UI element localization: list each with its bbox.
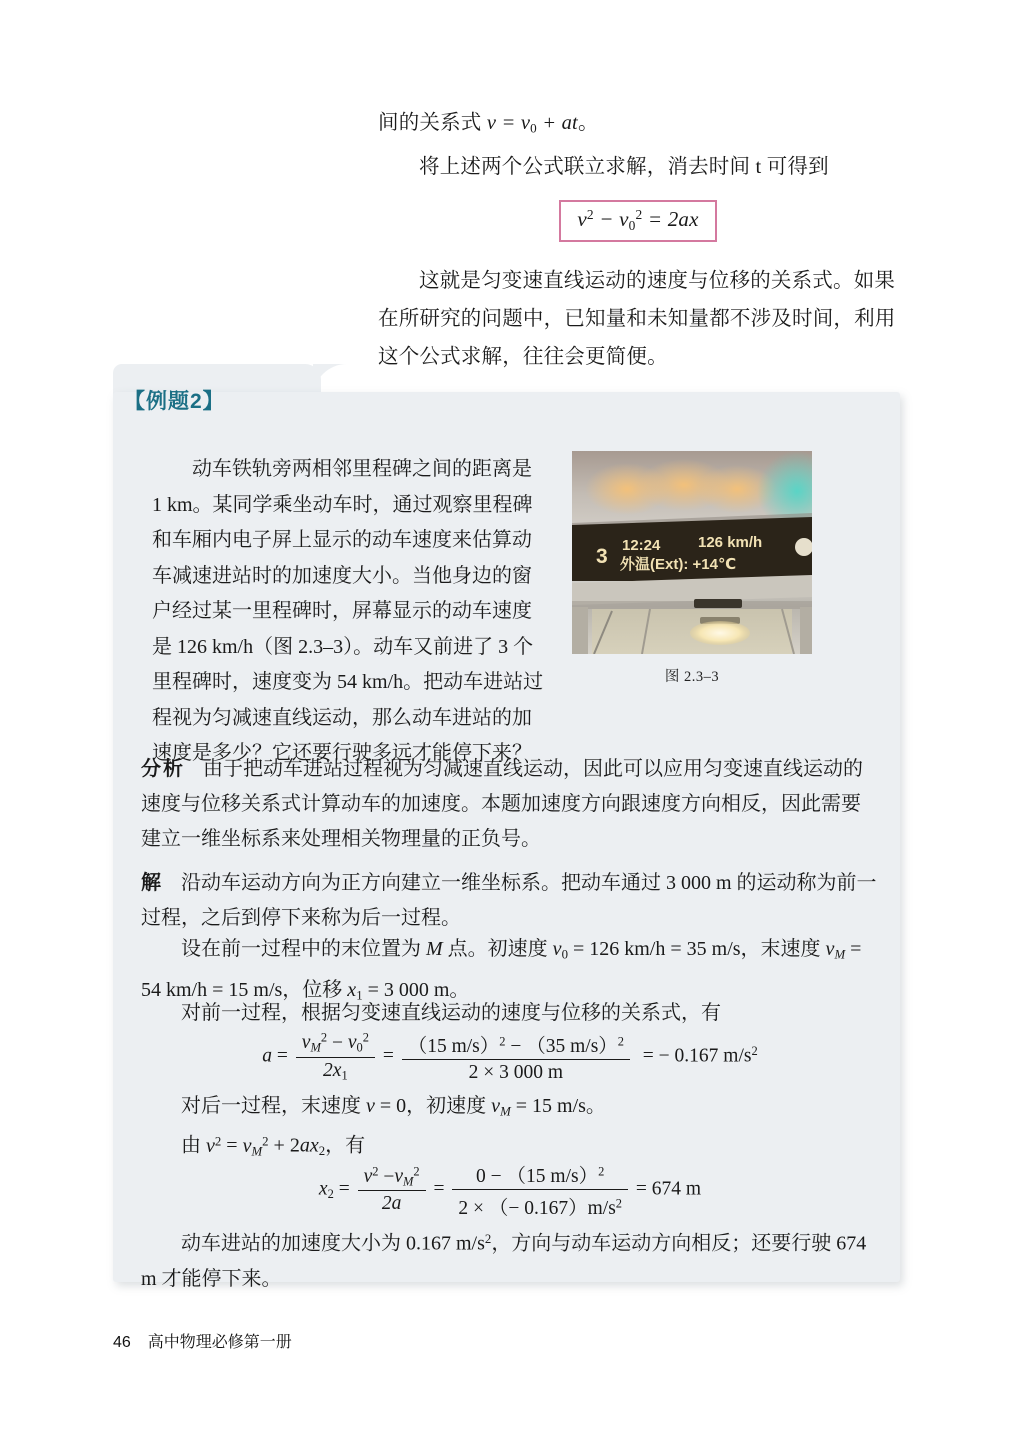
solution-by-lead: 由 $v^2 = v_M^2 + 2ax_2$，有 (181, 1134, 366, 1159)
equation-acceleration: a = $\frac{v_M^2 - v_0^2}{2x_1}$ = $\frac{(15 m/s)^2 - (35 m/s)^2}{2 \times 3 000 m}$ = − 0.167 $m/s^2$ (262, 1030, 758, 1083)
boxed-formula (559, 200, 716, 243)
solution-paragraph (141, 866, 879, 936)
analysis-paragraph (141, 752, 879, 857)
page-number: 46 (113, 1334, 131, 1351)
problem-statement: 动车铁轨旁两相邻里程碑之间的距离是 1 km。某同学乘坐动车时，通过观察里程碑和车厢内电子屏上显示的动车速度来估算动车减速进站时的加速度大小。当他身边的窗户经过某一里程碑时，屏幕显示的动车速度是 126 km/h（图 2.3–3）。动车又前进了 3 个里程碑时，速度变为 54 km/h。把动车进站过程视为匀减速直线运动，那么动车进站的加速度是多少？它还要行驶多远才能停下来？ (152, 458, 544, 764)
fraction-v2-minus-vm2-over-2a: $\frac{v^2 -v_M^2}{2a}$ (358, 1165, 426, 1216)
boxed-formula-wrapper (378, 200, 898, 243)
equation-distance: $x_2$ = $\frac{v^2 -v_M^2}{2a}$ = $\frac{0 - (15 m/s)^2}{2 \times (- 0.167)m/s^2}$ = 674 m (141, 1160, 879, 1220)
inline-equation-rest: = $v_0$ + at (496, 112, 578, 136)
example-title: 【例题2】 (124, 390, 225, 413)
display-temperature: 外温(Ext): +14℃ (620, 556, 737, 573)
solution-lead: 解 (141, 872, 163, 894)
intro-line-1-prefix: 间的关系式 (378, 112, 487, 134)
fraction-numeric-acceleration: $\frac{(15 m/s)^2 - (35 m/s)^2}{2 \times 3 000 m}$ (402, 1030, 630, 1084)
intro-line-1 (378, 104, 898, 148)
book-title: 高中物理必修第一册 (147, 1334, 292, 1351)
intro-line-2: 将上述两个公式联立求解，消去时间 t 可得到 (419, 155, 829, 178)
page-footer (113, 1329, 292, 1352)
intro-paragraph: 这就是匀变速直线运动的速度与位移的关系式。如果在所研究的问题中，已知量和未知量都不涉及时间，利用这个公式求解，往往会更简便。 (378, 270, 896, 369)
display-time: 12:24 (622, 537, 661, 554)
analysis-lead: 分析 (141, 758, 185, 780)
solution-pre-lead (141, 996, 879, 1031)
solution-text: 沿动车运动方向为正方向建立一维坐标系。把动车通过 3 000 m 的运动称为前一过程，之后到停下来称为后一过程。 (141, 872, 877, 929)
train-cabin-display-photo (572, 451, 812, 654)
intro-line-1-suffix: 。 (577, 112, 599, 134)
solution-post-lead: 对后一过程，末速度 v = 0，初速度 $v_M = 15$ m/s。 (181, 1095, 606, 1119)
solution-pre-lead-text: 对前一过程，根据匀变速直线运动的速度与位移的关系式，有 (181, 1002, 721, 1024)
intro-section (378, 104, 898, 376)
analysis-text: 由于把动车进站过程视为匀减速直线运动，因此可以应用匀变速直线运动的速度与位移关系式计算动车的加速度。本题加速度方向跟速度方向相反，因此需要建立一维坐标系来处理相关物理量的正负号。 (141, 758, 863, 850)
display-car-number: 3 (596, 545, 608, 568)
solution-setup: 设在前一过程中的末位置为 M 点。初速度 $v_0 = 126$ km/h = 35 m/s，末速度 $v_M = 54$ km/h = 15 m/s，位移 $x_1 = 3$ 000 m。 (141, 938, 862, 1003)
solution-conclusion: 动车进站的加速度大小为 0.167 $m/s^2$，方向与动车运动方向相反；还要行驶 674 m 才能停下来。 (141, 1232, 867, 1290)
figure-caption: 图 2.3–3 (664, 669, 720, 685)
figure-block (572, 451, 812, 686)
fraction-vm2-minus-v02-over-2x1: $\frac{v_M^2 - v_0^2}{2x_1}$ (296, 1031, 375, 1083)
boxed-formula-math: $v^2 - v_0^2 = 2ax$ (577, 206, 699, 233)
fraction-numeric-distance: $\frac{0 - (15 m/s)^2}{2 \times (- 0.167)m/s^2}$ (452, 1160, 628, 1220)
display-speed: 126 km/h (698, 534, 763, 551)
inline-equation-v-v0-at: v (486, 112, 497, 134)
